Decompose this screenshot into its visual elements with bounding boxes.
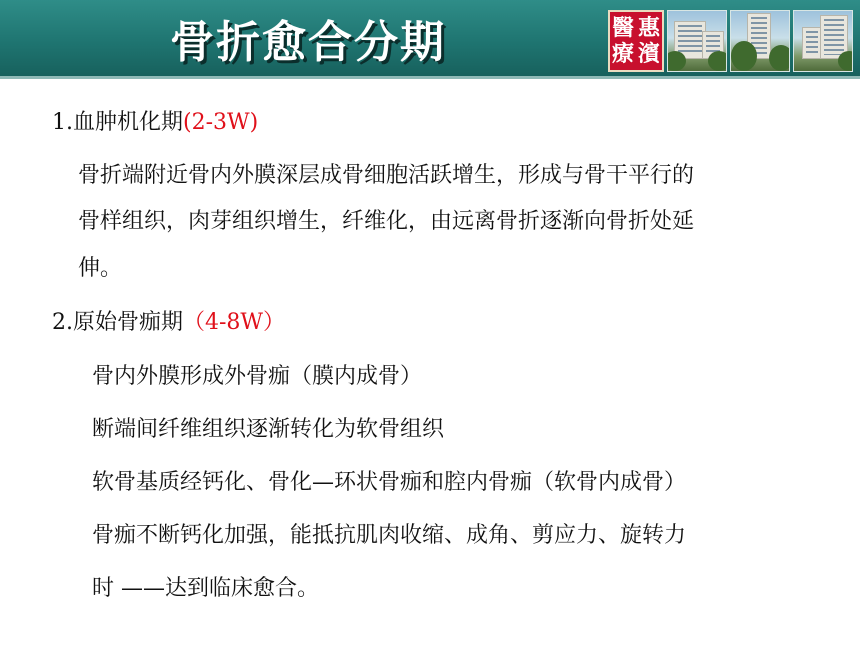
section2-line: 时 ——达到临床愈合。 <box>92 576 319 601</box>
section2-line: 骨痂不断钙化加强，能抵抗肌肉收缩、成角、剪应力、旋转力 <box>92 523 687 548</box>
section1-paragraph-line: 骨折端附近骨内外膜深层成骨细胞活跃增生，形成与骨干平行的 <box>78 163 695 188</box>
logo-char: 醫 <box>611 15 634 41</box>
section2-duration: （4-8W） <box>183 310 286 335</box>
section1-duration: (2-3W) <box>183 110 259 135</box>
section2-heading <box>52 308 285 338</box>
section1-paragraph-line: 伸。 <box>78 256 123 281</box>
section2-line: 断端间纤维组织逐渐转化为软骨组织 <box>92 417 445 442</box>
section1-heading-text: 1.血肿机化期 <box>52 110 183 135</box>
section2-line: 骨内外膜形成外骨痂（膜内成骨） <box>92 364 423 389</box>
section1-heading <box>52 108 258 138</box>
logo-char: 惠 <box>637 15 660 41</box>
slide-title: 骨折愈合分期 <box>170 17 446 68</box>
section1-paragraph-line: 骨样组织，肉芽组织增生，纤维化，由远离骨折逐渐向骨折处延 <box>78 209 695 234</box>
section2-heading-text: 2.原始骨痂期 <box>52 310 183 335</box>
logo-char: 療 <box>611 41 634 67</box>
logo-char: 濱 <box>637 41 660 67</box>
section2-line: 软骨基质经钙化、骨化—环状骨痂和腔内骨痂（软骨内成骨） <box>92 470 687 495</box>
